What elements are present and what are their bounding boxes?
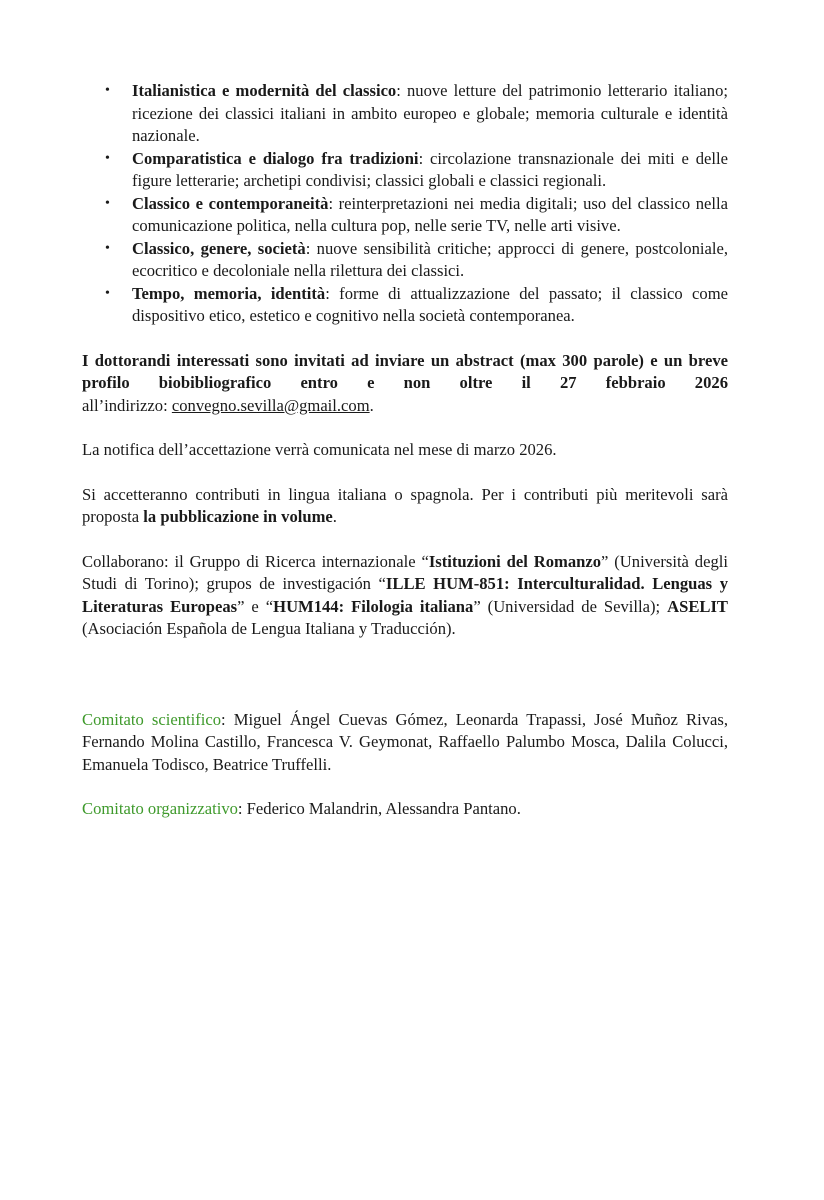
topic-title: Tempo, memoria, identità: [132, 283, 326, 303]
invitation-line-2: profilo biobibliografico entro e non oltre il 27 febbraio 2026: [82, 373, 728, 392]
scientific-committee-members: : Miguel Ángel Cuevas Gómez, Leonarda Trapassi, José Muñoz Rivas, Fernando Molina Castillo, Francesca V. Geymonat, Raffaello Palumbo Mosca, Dalila Colucci, Emanuela Todisco, Beatrice Truffelli.: [82, 709, 728, 774]
organizing-committee-members: : Federico Malandrin, Alessandra Pantano.: [237, 799, 521, 818]
languages-paragraph: [82, 484, 728, 529]
topic-item: [105, 193, 728, 238]
invitation-line-1: I dottorandi interessati sono invitati ad inviare un abstract (max 300 parole) e un breve: [82, 350, 728, 370]
email-link[interactable]: convegno.sevilla@gmail.com: [171, 395, 370, 415]
topic-title: Classico, genere, società: [132, 238, 306, 258]
scientific-committee-paragraph: [82, 709, 728, 777]
topic-item: [105, 283, 728, 328]
collaborator-name: ASELIT: [667, 596, 728, 616]
notification-paragraph: La notifica dell’accettazione verrà comunicata nel mese di marzo 2026.: [82, 440, 557, 459]
bullet-icon: •: [105, 83, 110, 98]
languages-text: Si accetteranno contributi in lingua italiana o spagnola. Per i contributi più meritevoli sarà proposta: [82, 484, 728, 526]
document-body: [82, 80, 728, 821]
collaborators-text: ” (Università degli Studi di Torino); grupos de investigación “: [82, 551, 728, 593]
collaborators-text: (Asociación Española de Lengua Italiana y Traducción).: [82, 619, 456, 638]
invitation-address: [82, 395, 728, 418]
collaborators-text: ” e “: [237, 596, 274, 616]
bullet-icon: •: [105, 150, 110, 166]
topic-item: [105, 148, 729, 193]
topic-text: : reinterpretazioni nei media digitali; uso del classico nella comunicazione politica, nella cultura pop, nelle serie TV, nelle arti visive.: [132, 193, 728, 235]
topic-title: Classico e contemporaneità: [132, 193, 329, 213]
topic-text: : nuove sensibilità critiche; approcci di genere, postcoloniale, ecocritico e decoloniale nella rilettura dei classici.: [132, 238, 728, 280]
topic-item: [105, 238, 728, 283]
topic-title: Italianistica e modernità del classico: [132, 81, 397, 100]
organizing-committee-paragraph: [82, 798, 728, 821]
topics-list: [82, 80, 728, 328]
languages-end: .: [332, 507, 337, 526]
topic-text: : circolazione transnazionale dei miti e delle figure letterarie; archetipi condivisi; classici globali e classici regionali.: [132, 148, 729, 190]
topic-text: : nuove letture del patrimonio letterario italiano; ricezione dei classici italiani in ambito europeo e globale; memoria culturale e identità nazionale.: [132, 81, 728, 145]
collaborators-paragraph: [82, 551, 728, 641]
address-suffix: .: [369, 395, 374, 415]
topic-item: [105, 80, 728, 148]
bullet-icon: •: [105, 195, 110, 211]
collaborator-name: HUM144: Filologia italiana: [273, 596, 474, 616]
invitation-paragraph: [82, 350, 728, 418]
organizing-committee-label: Comitato organizzativo: [82, 799, 238, 818]
publication-highlight: la pubblicazione in volume: [143, 507, 333, 526]
topic-text: : forme di attualizzazione del passato; il classico come dispositivo etico, estetico e cognitivo nella società contemporanea.: [132, 283, 728, 325]
address-prefix: all’indirizzo:: [82, 395, 172, 415]
bullet-icon: •: [105, 240, 110, 256]
collaborators-text: Collaborano: il Gruppo di Ricerca internazionale “: [82, 551, 429, 571]
bullet-icon: •: [105, 285, 110, 301]
topic-title: Comparatistica e dialogo fra tradizioni: [132, 148, 419, 168]
collaborator-name: ILLE HUM-851: Interculturalidad. Lenguas y Literaturas Europeas: [82, 574, 729, 616]
collaborator-name: Istituzioni del Romanzo: [428, 551, 602, 571]
scientific-committee-label: Comitato scientifico: [82, 709, 222, 729]
collaborators-text: ” (Universidad de Sevilla);: [473, 596, 668, 616]
